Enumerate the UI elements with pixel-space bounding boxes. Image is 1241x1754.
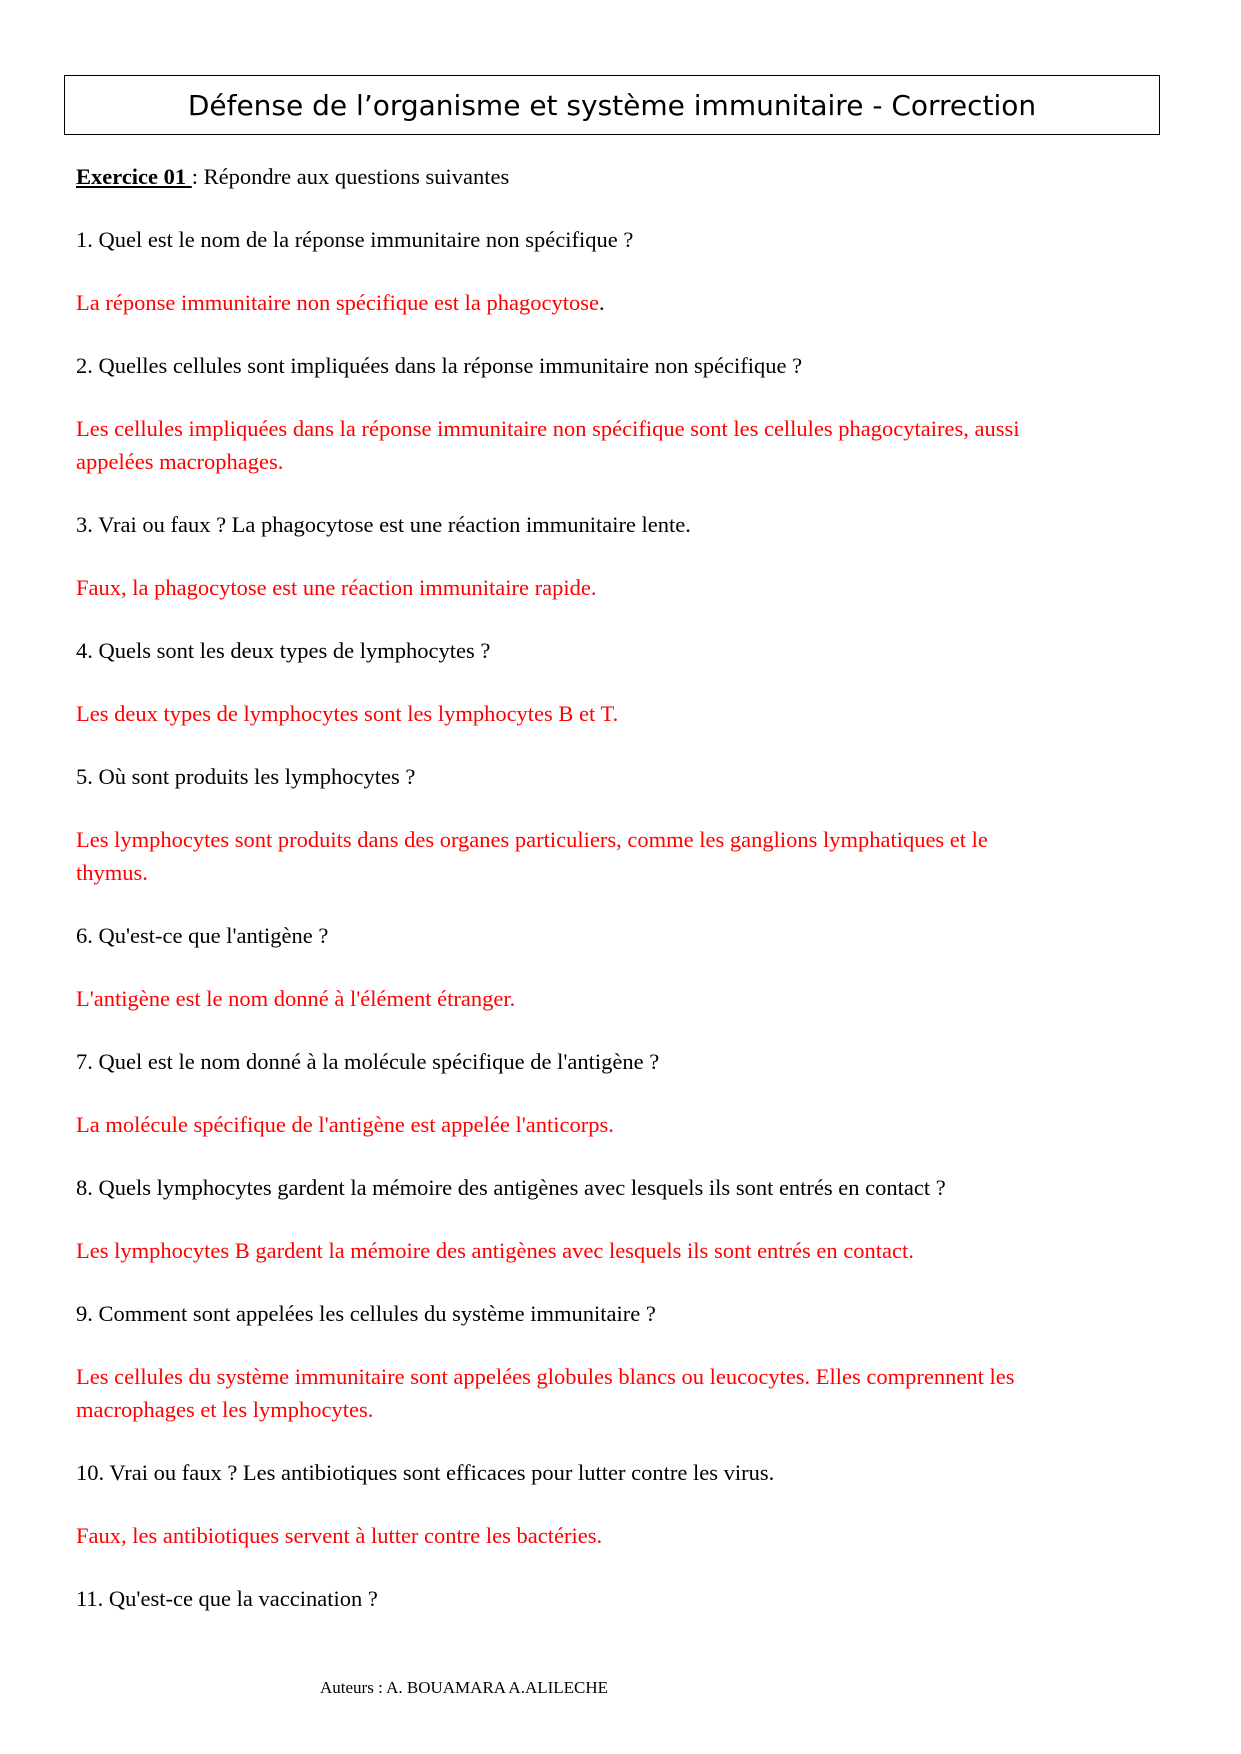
answer-2-line1: Les cellules impliquées dans la réponse immunitaire non spécifique sont les cellules phagocytaires, aussi	[76, 416, 1020, 441]
question-2: 2. Quelles cellules sont impliquées dans la réponse immunitaire non spécifique ?	[76, 353, 803, 378]
answer-1-period: .	[598, 290, 605, 315]
question-6: 6. Qu'est-ce que l'antigène ?	[76, 923, 329, 948]
question-4: 4. Quels sont les deux types de lymphocytes ?	[76, 638, 491, 663]
question-3: 3. Vrai ou faux ? La phagocytose est une réaction immunitaire lente.	[76, 512, 691, 537]
answer-10: Faux, les antibiotiques servent à lutter contre les bactéries.	[76, 1523, 603, 1548]
footer-authors: Auteurs : A. BOUAMARA A.ALILECHE	[320, 1678, 609, 1697]
question-5: 5. Où sont produits les lymphocytes ?	[76, 764, 416, 789]
exercise-header	[76, 160, 1156, 193]
answer-4: Les deux types de lymphocytes sont les lymphocytes B et T.	[76, 701, 619, 726]
exercise-label: Exercice 01	[76, 164, 192, 189]
answer-1-text: La réponse immunitaire non spécifique est la phagocytose	[76, 290, 599, 315]
answer-5-line2: thymus.	[76, 860, 148, 885]
exercise-instruction: : Répondre aux questions suivantes	[191, 164, 510, 189]
question-9: 9. Comment sont appelées les cellules du système immunitaire ?	[76, 1301, 656, 1326]
question-11: 11. Qu'est-ce que la vaccination ?	[76, 1586, 378, 1611]
question-7: 7. Quel est le nom donné à la molécule spécifique de l'antigène ?	[76, 1049, 660, 1074]
answer-8: Les lymphocytes B gardent la mémoire des antigènes avec lesquels ils sont entrés en contact.	[76, 1238, 914, 1263]
answer-9-line2: macrophages et les lymphocytes.	[76, 1397, 374, 1422]
answer-2-line2: appelées macrophages.	[76, 449, 284, 474]
answer-5-line1: Les lymphocytes sont produits dans des organes particuliers, comme les ganglions lymphatiques et le	[76, 827, 988, 852]
answer-6: L'antigène est le nom donné à l'élément étranger.	[76, 986, 516, 1011]
question-1: 1. Quel est le nom de la réponse immunitaire non spécifique ?	[76, 227, 634, 252]
question-8: 8. Quels lymphocytes gardent la mémoire des antigènes avec lesquels ils sont entrés en contact ?	[76, 1175, 946, 1200]
answer-3: Faux, la phagocytose est une réaction immunitaire rapide.	[76, 575, 597, 600]
question-10: 10. Vrai ou faux ? Les antibiotiques sont efficaces pour lutter contre les virus.	[76, 1460, 775, 1485]
answer-9-line1: Les cellules du système immunitaire sont appelées globules blancs ou leucocytes. Elles comprennent les	[76, 1364, 1015, 1389]
answer-1	[76, 286, 1156, 319]
answer-7: La molécule spécifique de l'antigène est appelée l'anticorps.	[76, 1112, 614, 1137]
document-title: Défense de l’organisme et système immunitaire - Correction	[64, 75, 1160, 135]
